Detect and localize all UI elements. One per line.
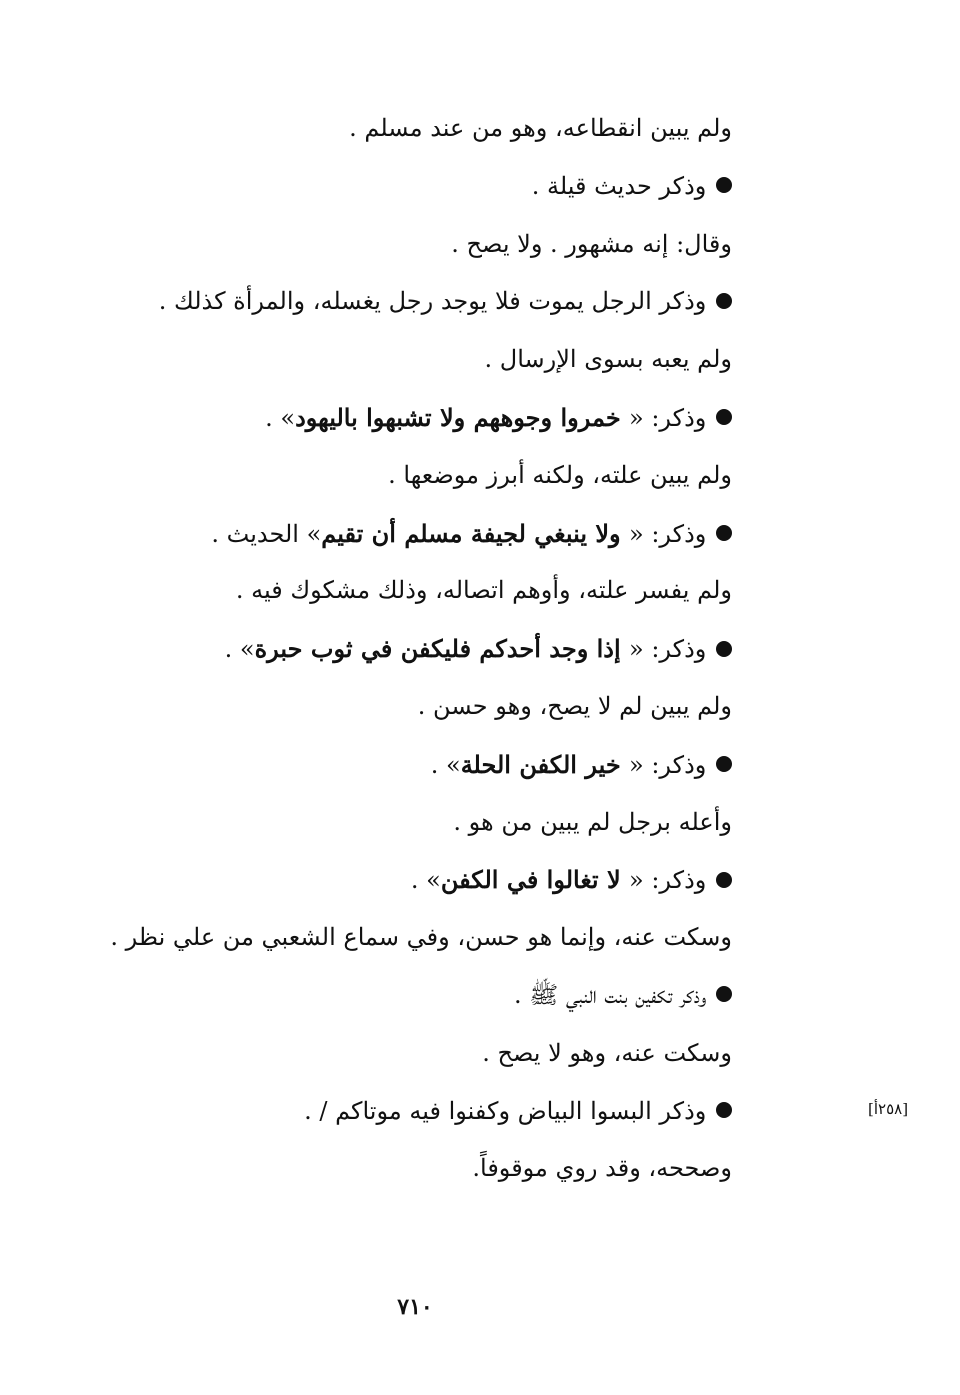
text-line — [132, 1140, 732, 1198]
hadith-quote: لا تغالوا في الكفن — [440, 865, 630, 895]
text-line — [132, 1025, 732, 1083]
line-text: ولم يبين لم لا يصح، وهو حسن . — [417, 691, 732, 720]
line-text: ولم يعبه بسوى الإرسال . — [484, 345, 732, 374]
text-line — [132, 678, 732, 736]
line-suffix: » . — [430, 750, 461, 779]
line-text: وسكت عنه، وهو لا يصح . — [482, 1038, 732, 1067]
text-line — [132, 562, 732, 620]
text-line — [132, 794, 732, 852]
bullet-icon — [716, 293, 732, 309]
line-text: وأعله برجل لم يبين من هو . — [453, 807, 732, 836]
line-text: ولم يبين علته، ولكنه أبرز موضعها . — [388, 460, 732, 489]
body-text — [110, 100, 732, 1198]
bullet-icon — [716, 177, 732, 193]
bullet-line — [132, 389, 732, 447]
line-text: وصححه، وقد روي موقوفاً. — [472, 1154, 732, 1183]
bullet-icon — [716, 986, 732, 1002]
line-text: وذكر تكفين بنت النبي ﷺ . — [513, 980, 707, 1009]
text-line — [110, 909, 732, 967]
bullet-icon — [716, 1102, 732, 1118]
text-line — [132, 331, 732, 389]
bullet-line — [132, 505, 732, 563]
line-text: وذكر الرجل يموت فلا يوجد رجل يغسله، والمرأة كذلك . — [158, 287, 707, 316]
line-text: وقال: إنه مشهور . ولا يصح . — [451, 229, 732, 258]
bullet-line — [132, 273, 732, 331]
line-prefix: وذكر: « — [629, 519, 707, 548]
text-line — [132, 100, 732, 158]
line-text: ولم يبين انقطاعه، وهو من عند مسلم . — [349, 114, 732, 142]
line-text: وذكر البسوا البياض وكفنوا فيه موتاكم / . — [304, 1096, 707, 1125]
line-prefix: وذكر: « — [629, 866, 707, 895]
text-line — [132, 447, 732, 505]
margin-folio-reference: [٢٥٨أ] — [868, 1100, 909, 1118]
bullet-icon — [716, 756, 732, 772]
bullet-icon — [716, 409, 732, 425]
bullet-line — [132, 1083, 732, 1141]
line-prefix: وذكر: « — [629, 403, 707, 432]
line-suffix: » الحديث . — [211, 519, 322, 548]
bullet-line — [132, 620, 732, 678]
line-suffix: » . — [224, 635, 255, 664]
line-text: وسكت عنه، وإنما هو حسن، وفي سماع الشعبي من علي نظر . — [110, 923, 732, 952]
bullet-icon — [716, 872, 732, 888]
text-line — [132, 216, 732, 274]
hadith-quote: خير الكفن الحلة — [460, 749, 630, 779]
line-prefix: وذكر: « — [629, 750, 707, 779]
hadith-quote: خمروا وجوههم ولا تشبهوا باليهود — [295, 402, 630, 432]
page-number: ٧١٠ — [397, 1294, 433, 1320]
line-text: ولم يفسر علته، وأوهم اتصاله، وذلك مشكوك فيه . — [235, 576, 732, 605]
hadith-quote: إذا وجد أحدكم فليكفن في ثوب حبرة — [254, 634, 630, 664]
bullet-line — [132, 851, 732, 909]
line-suffix: » . — [410, 866, 441, 895]
bullet-icon — [716, 525, 732, 541]
line-prefix: وذكر: « — [629, 635, 707, 664]
bullet-line — [132, 158, 732, 216]
line-suffix: » . — [265, 403, 296, 432]
bullet-line — [132, 736, 732, 794]
hadith-quote: ولا ينبغي لجيفة مسلم أن تقيم — [321, 518, 630, 548]
line-text: وذكر حديث قيلة . — [531, 171, 707, 200]
bullet-icon — [716, 641, 732, 657]
bullet-line — [132, 967, 732, 1025]
